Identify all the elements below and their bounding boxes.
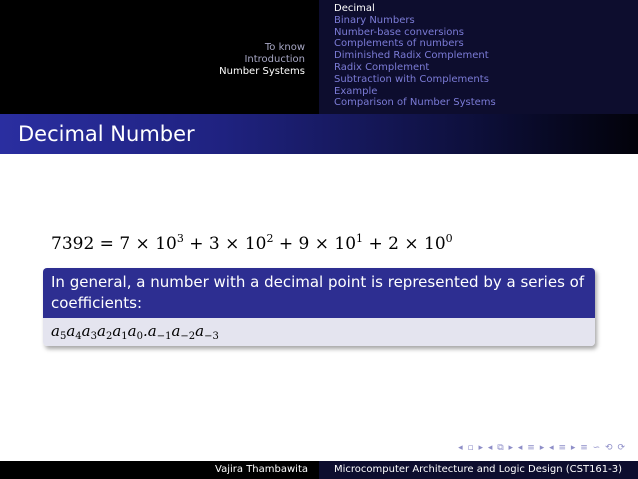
section-link[interactable]: Introduction	[244, 54, 305, 65]
subsection-link[interactable]: Number-base conversions	[334, 26, 464, 38]
coefficient-symbol: a	[96, 322, 106, 340]
subsection-link[interactable]: Radix Complement	[334, 62, 430, 73]
block-body	[43, 318, 595, 346]
term-coefficient: 7	[119, 234, 131, 254]
subsection-link[interactable]: Complements of numbers	[334, 38, 464, 50]
equals-sign: =	[94, 234, 120, 254]
definition-block	[43, 268, 595, 346]
term-base: 10	[155, 234, 177, 254]
subsection-link[interactable]: Diminished Radix Complement	[334, 50, 489, 62]
coefficient-symbol: a	[51, 322, 60, 340]
times-sign: ×	[398, 234, 424, 254]
plus-sign: +	[363, 234, 389, 254]
section-link[interactable]: To know	[264, 42, 305, 53]
subsection-link[interactable]: Comparison of Number Systems	[334, 97, 496, 109]
decimal-point: .	[142, 322, 148, 340]
coefficient-symbol: a	[195, 322, 205, 340]
coefficient-symbol: a	[66, 322, 76, 340]
equation-term	[299, 234, 364, 254]
times-sign: ×	[130, 234, 156, 254]
subsection-link[interactable]: Binary Numbers	[334, 14, 415, 26]
term-coefficient: 3	[208, 234, 220, 254]
coefficient-index: 0	[136, 331, 143, 342]
subsection-link[interactable]: Decimal	[334, 3, 375, 14]
times-sign: ×	[219, 234, 245, 254]
footer-course: Microcomputer Architecture and Logic Design (CST161-3)	[334, 464, 623, 475]
plus-sign: +	[183, 234, 209, 254]
block-heading: In general, a number with a decimal point is represented by a series of coefficients:	[43, 268, 595, 318]
subsection-link[interactable]: Subtraction with Complements	[334, 73, 489, 85]
coefficient-index: −2	[180, 331, 196, 342]
equation-term	[388, 234, 453, 254]
subsection-link[interactable]: Example	[334, 85, 378, 97]
coefficient-index: −1	[156, 331, 172, 342]
term-exponent: 2	[266, 232, 274, 245]
coefficient-symbol: a	[127, 322, 137, 340]
beamer-navigation-symbols[interactable]: ◂ ▫ ▸ ◂ ⧉ ▸ ◂ ≡ ▸ ◂ ≡ ▸ ≡ ∽ ⟲ ⟳	[458, 443, 626, 453]
equation-term	[209, 234, 274, 254]
decimal-expansion-equation	[51, 233, 453, 255]
term-base: 10	[424, 234, 446, 254]
term-base: 10	[334, 234, 357, 254]
term-exponent: 3	[176, 232, 184, 245]
footer-author-box	[0, 461, 319, 479]
term-coefficient: 9	[298, 234, 310, 254]
times-sign: ×	[309, 234, 335, 254]
coefficient-symbol: a	[147, 322, 157, 340]
frame-title-bar	[0, 114, 638, 154]
coefficient-symbol: a	[112, 322, 122, 340]
frame-title: Decimal Number	[18, 122, 195, 146]
term-exponent: 1	[356, 232, 364, 245]
footer-author: Vajira Thambawita	[215, 464, 308, 475]
coefficient-index: 4	[75, 331, 82, 342]
coefficient-index: 2	[105, 331, 113, 342]
coefficient-index: 1	[121, 331, 128, 342]
coefficient-symbol: a	[171, 322, 181, 340]
term-exponent: 0	[445, 232, 453, 245]
term-base: 10	[244, 234, 267, 254]
footer	[0, 461, 638, 479]
header-navigation	[0, 0, 638, 114]
footer-course-box	[319, 461, 638, 479]
subsection-nav	[319, 0, 638, 114]
coefficient-index: −3	[204, 331, 219, 342]
equation-term	[119, 234, 184, 254]
equation-lhs: 7392	[51, 234, 95, 254]
term-coefficient: 2	[388, 234, 399, 254]
section-link[interactable]: Number Systems	[219, 66, 305, 77]
coefficient-index: 5	[59, 331, 67, 342]
section-nav	[0, 0, 319, 114]
coefficient-symbol: a	[81, 322, 91, 340]
plus-sign: +	[273, 234, 299, 254]
coefficient-index: 3	[90, 331, 97, 342]
